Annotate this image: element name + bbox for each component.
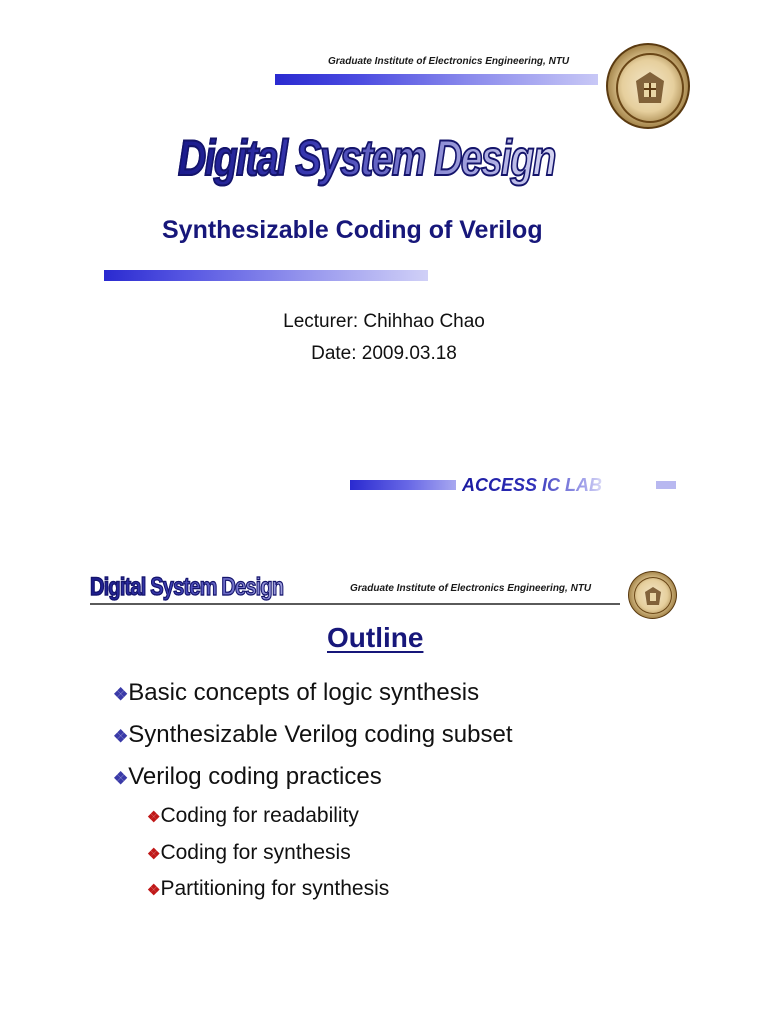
diamond-bullet-icon: ❖	[147, 882, 161, 899]
lab-bar-tail	[656, 481, 676, 489]
lecture-subtitle: Synthesizable Coding of Verilog	[162, 216, 543, 244]
course-title-small: Digital System Design	[90, 573, 284, 601]
header-divider	[90, 603, 620, 605]
diamond-bullet-icon: ❖	[113, 769, 129, 788]
sub-list-item-label: Coding for synthesis	[160, 841, 351, 864]
diamond-bullet-icon: ❖	[147, 846, 161, 863]
sub-list-item-label: Coding for readability	[160, 804, 359, 827]
subtitle-gradient-bar	[104, 270, 428, 281]
sub-list-item	[147, 804, 359, 828]
lecturer-line: Lecturer: Chihhao Chao	[283, 311, 485, 332]
ntu-seal-icon	[606, 43, 690, 129]
sub-list-item	[147, 877, 389, 901]
list-item-label: Synthesizable Verilog coding subset	[128, 721, 513, 748]
list-item	[113, 763, 382, 791]
sub-list-item-label: Partitioning for synthesis	[160, 877, 390, 900]
diamond-bullet-icon: ❖	[147, 809, 161, 826]
date-line: Date: 2009.03.18	[311, 343, 457, 364]
list-item	[113, 721, 513, 749]
diamond-bullet-icon: ❖	[113, 685, 129, 704]
list-item-label: Basic concepts of logic synthesis	[128, 679, 480, 706]
ntu-seal-icon	[628, 571, 677, 619]
institute-header: Graduate Institute of Electronics Engineering, NTU	[328, 56, 570, 67]
institute-header-small: Graduate Institute of Electronics Engineering, NTU	[350, 583, 592, 594]
sub-list-item	[147, 841, 351, 865]
outline-heading: Outline	[327, 622, 424, 653]
lab-name: ACCESS IC LAB	[462, 475, 603, 495]
list-item	[113, 679, 479, 707]
lab-gradient-bar	[350, 480, 456, 490]
list-item-label: Verilog coding practices	[128, 763, 382, 790]
diamond-bullet-icon: ❖	[113, 727, 129, 746]
header-gradient-bar	[275, 74, 598, 85]
course-title: Digital System Design	[178, 130, 555, 186]
